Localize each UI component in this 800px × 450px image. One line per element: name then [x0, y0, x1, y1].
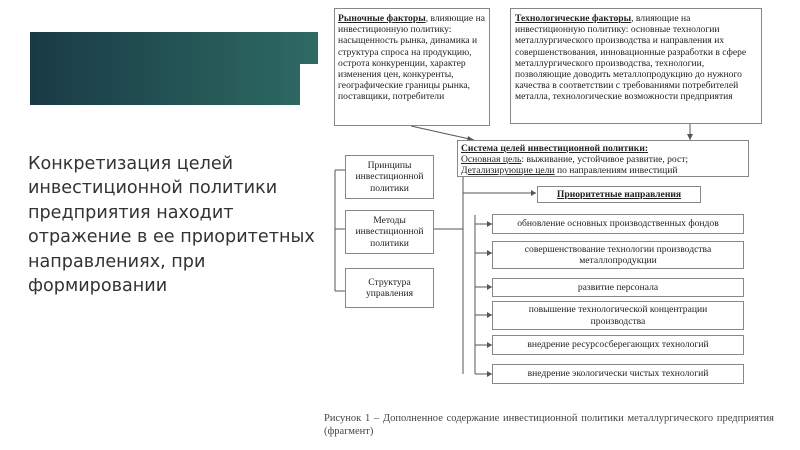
methods-label: Методы инвестиционной политики: [355, 215, 424, 249]
priority-item-4: [492, 301, 744, 330]
main-goal-text: : выживание, устойчивое развитие, рост;: [521, 154, 689, 166]
tech-factors-box: [510, 8, 762, 124]
market-factors-body: , влияющие на инвестиционную политику: насыщенность рынка, динамика и структура спроса на продукцию, острота конкуренции, характер изменения цен, конкуренты, географические границы рынка, поставщики, потребители: [338, 13, 485, 103]
figure-caption: Рисунок 1 – Дополненное содержание инвестиционной политики металлургического предприятия (фрагмент): [324, 413, 774, 437]
priority-item-6: [492, 364, 744, 384]
priority-item-4-label: повышение технологической концентрации производства: [528, 304, 708, 327]
principles-box: [345, 155, 434, 199]
priority-item-6-label: внедрение экологически чистых технологий: [527, 368, 709, 380]
priority-title: Приоритетные направления: [556, 188, 682, 200]
principles-label: Принципы инвестиционной политики: [355, 160, 424, 194]
goal-system-box: [457, 140, 749, 177]
priority-title-box: [537, 186, 701, 203]
structure-label: Структура управления: [365, 276, 414, 299]
main-goal-label: Основная цель: [461, 154, 522, 166]
goal-system-title: Система целей инвестиционной политики:: [461, 143, 649, 154]
priority-item-2: [492, 241, 744, 269]
priority-item-5-label: внедрение ресурсосберегающих технологий: [527, 339, 709, 351]
market-factors-box: [334, 8, 490, 126]
priority-item-3: [492, 278, 744, 297]
priority-item-1-label: обновление основных производственных фондов: [517, 218, 719, 230]
priority-item-2-label: совершенствование технологии производства металлопродукции: [524, 243, 712, 266]
detail-goal-text: по направлениям инвестиций: [554, 165, 678, 177]
structure-box: [345, 268, 434, 308]
methods-box: [345, 210, 434, 254]
priority-item-1: [492, 214, 744, 234]
tech-factors-title: Технологические факторы: [515, 13, 632, 24]
market-factors-title: Рыночные факторы: [338, 13, 426, 24]
tech-factors-body: , влияющие на инвестиционную политику: основные технологии металлургического производства и направления их совершенствования, инновационные разработки в сфере металлургического производства, технологии, позволяющие доводить металлопродукцию до нужного качества в соответствии с требованиями потребителей металла, технологические возможности предприятия: [515, 13, 747, 103]
slide-main-text: Конкретизация целей инвестиционной политики предприятия находит отражение в ее приоритетных направлениях, при формировании: [28, 154, 315, 297]
priority-item-5: [492, 335, 744, 355]
priority-item-3-label: развитие персонала: [577, 281, 659, 293]
detail-goal-label: Детализирующие цели: [461, 165, 555, 177]
